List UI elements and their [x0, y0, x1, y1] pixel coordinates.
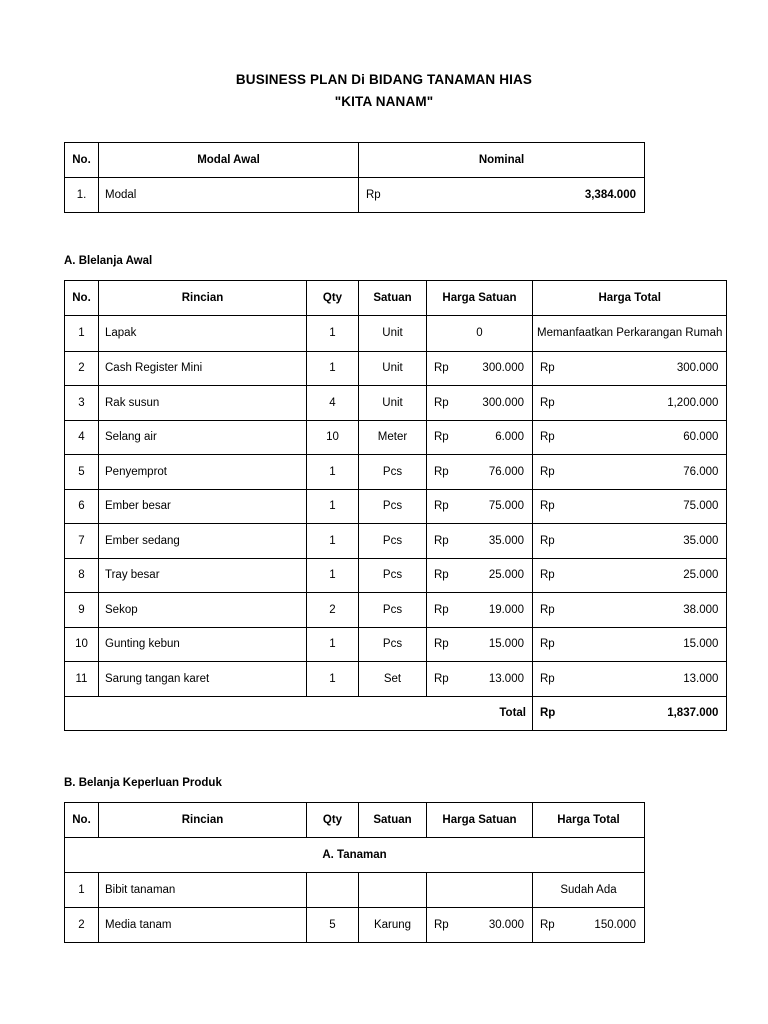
- column-header-rincian: Rincian: [99, 803, 307, 838]
- row-satuan: Pcs: [359, 455, 427, 490]
- table-row: [65, 524, 727, 559]
- row-satuan: Unit: [359, 315, 427, 351]
- row-qty: 1: [307, 558, 359, 593]
- column-header-harga-total: Harga Total: [533, 281, 727, 316]
- currency-symbol: Rp: [434, 500, 449, 513]
- column-header-no: No.: [65, 803, 99, 838]
- amount-value: 75.000: [488, 500, 524, 513]
- column-header-rincian: Rincian: [99, 281, 307, 316]
- amount-value: 13.000: [683, 672, 719, 685]
- amount-value: 76.000: [683, 465, 719, 478]
- row-qty: 2: [307, 593, 359, 628]
- column-header-modal-awal: Modal Awal: [99, 143, 359, 178]
- row-satuan: Pcs: [359, 627, 427, 662]
- row-number: 2: [65, 908, 99, 943]
- row-nominal: [359, 178, 645, 213]
- column-header-harga-total: Harga Total: [533, 803, 645, 838]
- row-number: 2: [65, 351, 99, 386]
- currency-symbol: Rp: [540, 534, 555, 547]
- table-row: [65, 873, 645, 908]
- table-row: [65, 662, 727, 697]
- currency-symbol: Rp: [540, 919, 555, 931]
- row-harga-total: [533, 627, 727, 662]
- row-harga-satuan: 0: [427, 315, 533, 351]
- amount-value: 1,837.000: [667, 707, 719, 720]
- total-amount-cell: [533, 696, 727, 731]
- row-qty: 5: [307, 908, 359, 943]
- table-row: [65, 351, 727, 386]
- currency-symbol: Rp: [540, 500, 555, 513]
- table-row: [65, 178, 645, 213]
- row-satuan: Pcs: [359, 558, 427, 593]
- row-harga-total-note: Memanfaatkan Perkarangan Rumah: [533, 315, 727, 351]
- row-qty: 1: [307, 489, 359, 524]
- spacer: [0, 213, 768, 254]
- row-qty: [307, 873, 359, 908]
- row-rincian: Tray besar: [99, 558, 307, 593]
- amount-value: 38.000: [683, 603, 719, 616]
- row-number: 1: [65, 873, 99, 908]
- row-satuan: Unit: [359, 386, 427, 421]
- row-rincian: Gunting kebun: [99, 627, 307, 662]
- amount-value: 75.000: [683, 500, 719, 513]
- row-satuan: Pcs: [359, 524, 427, 559]
- row-satuan: [359, 873, 427, 908]
- row-number: 3: [65, 386, 99, 421]
- currency-symbol: Rp: [434, 534, 449, 547]
- currency-symbol: Rp: [540, 672, 555, 685]
- row-number: 9: [65, 593, 99, 628]
- row-rincian: Media tanam: [99, 908, 307, 943]
- row-qty: 1: [307, 662, 359, 697]
- currency-symbol: Rp: [540, 431, 555, 444]
- row-qty: 10: [307, 420, 359, 455]
- currency-symbol: Rp: [434, 603, 449, 616]
- row-number: 8: [65, 558, 99, 593]
- table-row: [65, 489, 727, 524]
- subsection-heading-tanaman: A. Tanaman: [65, 838, 645, 873]
- row-rincian: Sekop: [99, 593, 307, 628]
- row-number: 5: [65, 455, 99, 490]
- row-harga-total: [533, 420, 727, 455]
- amount-value: 25.000: [683, 569, 719, 582]
- table-row: [65, 593, 727, 628]
- row-number: 4: [65, 420, 99, 455]
- amount-value: 3,384.000: [584, 189, 636, 201]
- row-satuan: Meter: [359, 420, 427, 455]
- amount-value: 25.000: [488, 569, 524, 582]
- row-qty: 4: [307, 386, 359, 421]
- row-harga-satuan: [427, 455, 533, 490]
- row-harga-total: [533, 386, 727, 421]
- amount-value: 35.000: [488, 534, 524, 547]
- section-a-heading: A. Blelanja Awal: [64, 255, 153, 267]
- amount-value: 15.000: [488, 638, 524, 651]
- amount-value: 13.000: [488, 672, 524, 685]
- row-number: 11: [65, 662, 99, 697]
- amount-value: 300.000: [482, 396, 524, 409]
- row-rincian: Rak susun: [99, 386, 307, 421]
- table-row: [65, 420, 727, 455]
- row-harga-total: [533, 489, 727, 524]
- currency-symbol: Rp: [434, 569, 449, 582]
- table-subheader-row: [65, 838, 645, 873]
- row-number: 10: [65, 627, 99, 662]
- row-rincian: Bibit tanaman: [99, 873, 307, 908]
- row-satuan: Pcs: [359, 489, 427, 524]
- currency-symbol: Rp: [434, 638, 449, 651]
- column-header-satuan: Satuan: [359, 803, 427, 838]
- total-label: Total: [65, 696, 533, 731]
- table-row: [65, 908, 645, 943]
- row-satuan: Unit: [359, 351, 427, 386]
- table-row: [65, 455, 727, 490]
- row-harga-satuan: [427, 593, 533, 628]
- row-number: 6: [65, 489, 99, 524]
- row-number: 7: [65, 524, 99, 559]
- table-header-row: [65, 281, 727, 316]
- amount-value: 1,200.000: [667, 396, 719, 409]
- column-header-qty: Qty: [307, 281, 359, 316]
- amount-value: 35.000: [683, 534, 719, 547]
- column-header-no: No.: [65, 281, 99, 316]
- currency-symbol: Rp: [540, 569, 555, 582]
- row-harga-satuan: [427, 420, 533, 455]
- currency-symbol: Rp: [540, 638, 555, 651]
- row-harga-satuan: [427, 489, 533, 524]
- amount-value: 60.000: [683, 431, 719, 444]
- row-qty: 1: [307, 524, 359, 559]
- row-harga-satuan: [427, 873, 533, 908]
- column-header-harga-satuan: Harga Satuan: [427, 281, 533, 316]
- column-header-harga-satuan: Harga Satuan: [427, 803, 533, 838]
- row-satuan: Set: [359, 662, 427, 697]
- currency-symbol: Rp: [540, 603, 555, 616]
- currency-symbol: Rp: [434, 672, 449, 685]
- section-b-heading: B. Belanja Keperluan Produk: [64, 777, 222, 789]
- currency-symbol: Rp: [540, 362, 555, 375]
- column-header-qty: Qty: [307, 803, 359, 838]
- currency-symbol: Rp: [434, 431, 449, 444]
- amount-value: 300.000: [482, 362, 524, 375]
- currency-symbol: Rp: [434, 396, 449, 409]
- belanja-awal-table: [64, 280, 727, 731]
- row-rincian: Selang air: [99, 420, 307, 455]
- row-harga-satuan: [427, 908, 533, 943]
- row-harga-total: [533, 524, 727, 559]
- amount-value: 19.000: [488, 603, 524, 616]
- modal-awal-table: [64, 142, 645, 213]
- row-rincian: Lapak: [99, 315, 307, 351]
- row-harga-satuan: [427, 662, 533, 697]
- table-row: [65, 386, 727, 421]
- row-rincian: Ember sedang: [99, 524, 307, 559]
- column-header-no: No.: [65, 143, 99, 178]
- row-harga-satuan: [427, 627, 533, 662]
- spacer: [0, 731, 768, 776]
- row-rincian: Cash Register Mini: [99, 351, 307, 386]
- amount-value: 6.000: [495, 431, 524, 444]
- currency-symbol: Rp: [540, 465, 555, 478]
- row-harga-total: [533, 662, 727, 697]
- row-rincian: Sarung tangan karet: [99, 662, 307, 697]
- row-rincian: Ember besar: [99, 489, 307, 524]
- amount-value: 15.000: [683, 638, 719, 651]
- table-row: [65, 558, 727, 593]
- row-harga-total: [533, 593, 727, 628]
- column-header-nominal: Nominal: [359, 143, 645, 178]
- amount-value: 150.000: [594, 919, 636, 931]
- amount-value: 300.000: [676, 362, 719, 375]
- row-harga-total: [533, 351, 727, 386]
- amount-value: 30.000: [488, 919, 524, 931]
- belanja-keperluan-produk-table: [64, 802, 645, 943]
- row-harga-total-note: Sudah Ada: [533, 873, 645, 908]
- currency-symbol: Rp: [366, 189, 381, 201]
- row-harga-satuan: [427, 524, 533, 559]
- column-header-satuan: Satuan: [359, 281, 427, 316]
- document-title-line-2: "KITA NANAM": [334, 94, 434, 109]
- row-harga-satuan: [427, 558, 533, 593]
- amount-value: 76.000: [488, 465, 524, 478]
- row-rincian: Penyemprot: [99, 455, 307, 490]
- row-harga-total: [533, 558, 727, 593]
- table-row: [65, 627, 727, 662]
- table-header-row: [65, 143, 645, 178]
- currency-symbol: Rp: [434, 919, 449, 931]
- row-qty: 1: [307, 455, 359, 490]
- currency-symbol: Rp: [540, 707, 556, 720]
- row-harga-total: [533, 908, 645, 943]
- currency-symbol: Rp: [434, 465, 449, 478]
- row-harga-total: [533, 455, 727, 490]
- currency-symbol: Rp: [540, 396, 555, 409]
- table-header-row: [65, 803, 645, 838]
- row-harga-satuan: [427, 386, 533, 421]
- row-satuan: Karung: [359, 908, 427, 943]
- document-title-line-1: BUSINESS PLAN Di BIDANG TANAMAN HIAS: [235, 72, 533, 87]
- row-number: 1: [65, 315, 99, 351]
- table-total-row: [65, 696, 727, 731]
- row-qty: 1: [307, 627, 359, 662]
- row-qty: 1: [307, 351, 359, 386]
- table-row: [65, 315, 727, 351]
- row-number: 1.: [65, 178, 99, 213]
- row-qty: 1: [307, 315, 359, 351]
- row-harga-satuan: [427, 351, 533, 386]
- row-label: Modal: [99, 178, 359, 213]
- currency-symbol: Rp: [434, 362, 449, 375]
- row-satuan: Pcs: [359, 593, 427, 628]
